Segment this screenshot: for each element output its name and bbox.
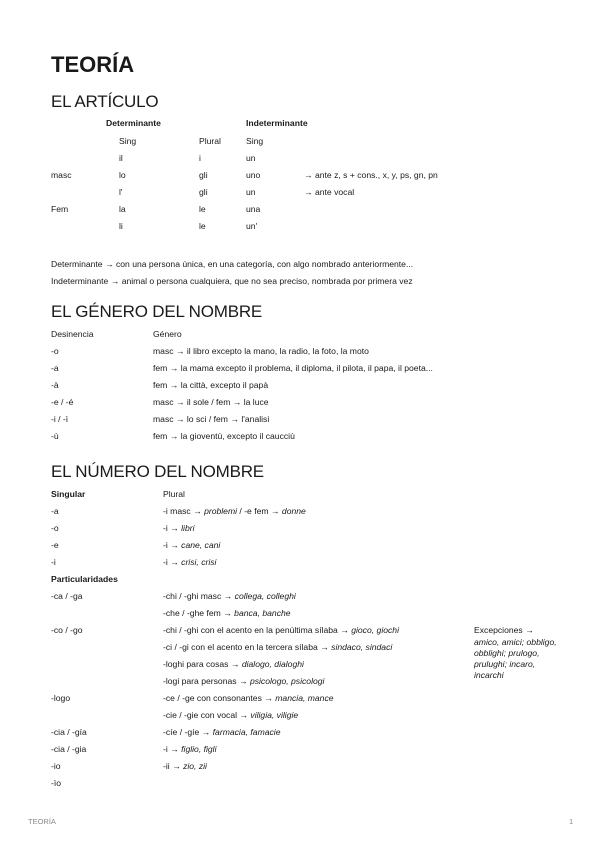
numero-plural: -ce / -ge con consonantes → mancia, mance — [163, 693, 334, 703]
numero-plural: -logi para personas → psicologo, psicologi — [163, 676, 325, 686]
article-sing: l' — [119, 187, 123, 197]
numero-plural: -cíe / -gíe → farmacia, famacie — [163, 727, 281, 737]
numero-plural: -i → libri — [163, 523, 195, 533]
article-indet: un — [246, 187, 256, 197]
numero-singular: -cia / -gia — [51, 744, 87, 754]
section-heading-genero: EL GÉNERO DEL NOMBRE — [51, 302, 263, 321]
genero-value: masc → il libro excepto la mano, la radio, la foto, la moto — [153, 346, 369, 356]
numero-plural: -ci / -gi con el acento en la tercera sílaba → sindaco, sindaci — [163, 642, 393, 652]
numero-singular: -logo — [51, 693, 71, 703]
section-heading-articulo: EL ARTÍCULO — [51, 92, 159, 111]
numero-singular: -cia / -gía — [51, 727, 87, 737]
header-plural: Plural — [199, 136, 221, 146]
header-sing: Sing — [119, 136, 137, 146]
article-sing: li — [119, 221, 123, 231]
article-indet: un — [246, 153, 256, 163]
excepciones-label: Excepciones → — [474, 625, 534, 635]
numero-plural: -che / -ghe fem → banca, banche — [163, 608, 291, 618]
genero-value: fem → la città, excepto il papà — [153, 380, 269, 390]
header-indeterminante: Indeterminante — [246, 118, 308, 128]
genero-value: masc → il sole / fem → la luce — [153, 397, 269, 407]
numero-plural: -loghi para cosas → dialogo, dialoghi — [163, 659, 304, 669]
header-genero: Género — [153, 329, 182, 339]
genero-value: fem → la gioventù, excepto il caucciù — [153, 431, 295, 441]
numero-singular: -i — [51, 557, 56, 567]
article-note: → ante vocal — [304, 187, 355, 197]
header-plural-num: Plural — [163, 489, 185, 499]
article-sing: la — [119, 204, 126, 214]
numero-plural: -i → figlio, figli — [163, 744, 217, 754]
numero-plural: -i → crisi, crisi — [163, 557, 217, 567]
page-number: 1 — [569, 817, 574, 826]
genero-desinencia: -i / -ì — [51, 414, 69, 424]
header-desinencia: Desinencia — [51, 329, 94, 339]
article-gender: Fem — [51, 204, 69, 214]
header-particularidades: Particularidades — [51, 574, 118, 584]
numero-plural: -i → cane, cani — [163, 540, 221, 550]
genero-desinencia: -ù — [51, 431, 59, 441]
excepciones-list: amico, amici; obbligo, obblighi; prulogo, prulughi; incaro, incarchi — [474, 637, 557, 680]
numero-plural: -chi / -ghi con el acento en la penúltima sílaba → gioco, giochi — [163, 625, 399, 635]
numero-singular: -o — [51, 523, 59, 533]
genero-value: fem → la mama excepto il problema, il diploma, il pilota, il papa, il poeta... — [153, 363, 433, 373]
genero-desinencia: -o — [51, 346, 59, 356]
genero-value: masc → lo sci / fem → l'analisi — [153, 414, 270, 424]
article-plural: le — [199, 221, 206, 231]
article-plural: gli — [199, 170, 208, 180]
genero-desinencia: -a — [51, 363, 59, 373]
genero-desinencia: -e / -é — [51, 397, 74, 407]
article-note: → ante z, s + cons., x, y, ps, gn, pn — [304, 170, 438, 180]
article-sing: lo — [119, 170, 126, 180]
numero-singular: -io — [51, 761, 61, 771]
numero-plural: -ii → zio, zii — [163, 761, 207, 771]
numero-plural: -i masc → problemi / -e fem → donne — [163, 506, 306, 516]
section-heading-numero: EL NÚMERO DEL NOMBRE — [51, 462, 264, 481]
article-sing: il — [119, 153, 123, 163]
numero-singular: -a — [51, 506, 59, 516]
note-determinante: Determinante → con una persona única, en una categoría, con algo nombrado anteriormente... — [51, 259, 414, 269]
numero-singular: -ca / -ga — [51, 591, 83, 601]
article-gender: masc — [51, 170, 72, 180]
article-indet: una — [246, 204, 261, 214]
numero-singular: -co / -go — [51, 625, 83, 635]
article-indet: uno — [246, 170, 261, 180]
genero-desinencia: -à — [51, 380, 59, 390]
article-indet: un' — [246, 221, 258, 231]
numero-plural: -chi / -ghi masc → collega, colleghi — [163, 591, 296, 601]
page-title: TEORÍA — [51, 52, 135, 77]
header-singular: Singular — [51, 489, 86, 499]
article-plural: i — [199, 153, 201, 163]
article-plural: le — [199, 204, 206, 214]
numero-singular: -ìo — [51, 778, 62, 788]
note-indeterminante: Indeterminante → animal o persona cualquiera, que no sea preciso, nombrada por primera vez — [51, 276, 413, 286]
header-determinante: Determinante — [106, 118, 161, 128]
header-sing-indet: Sing — [246, 136, 264, 146]
numero-plural: -cie / -gie con vocal → viligia, viligie — [163, 710, 299, 720]
numero-singular: -e — [51, 540, 59, 550]
footer-title: TEORÍA — [28, 817, 56, 826]
article-plural: gli — [199, 187, 208, 197]
